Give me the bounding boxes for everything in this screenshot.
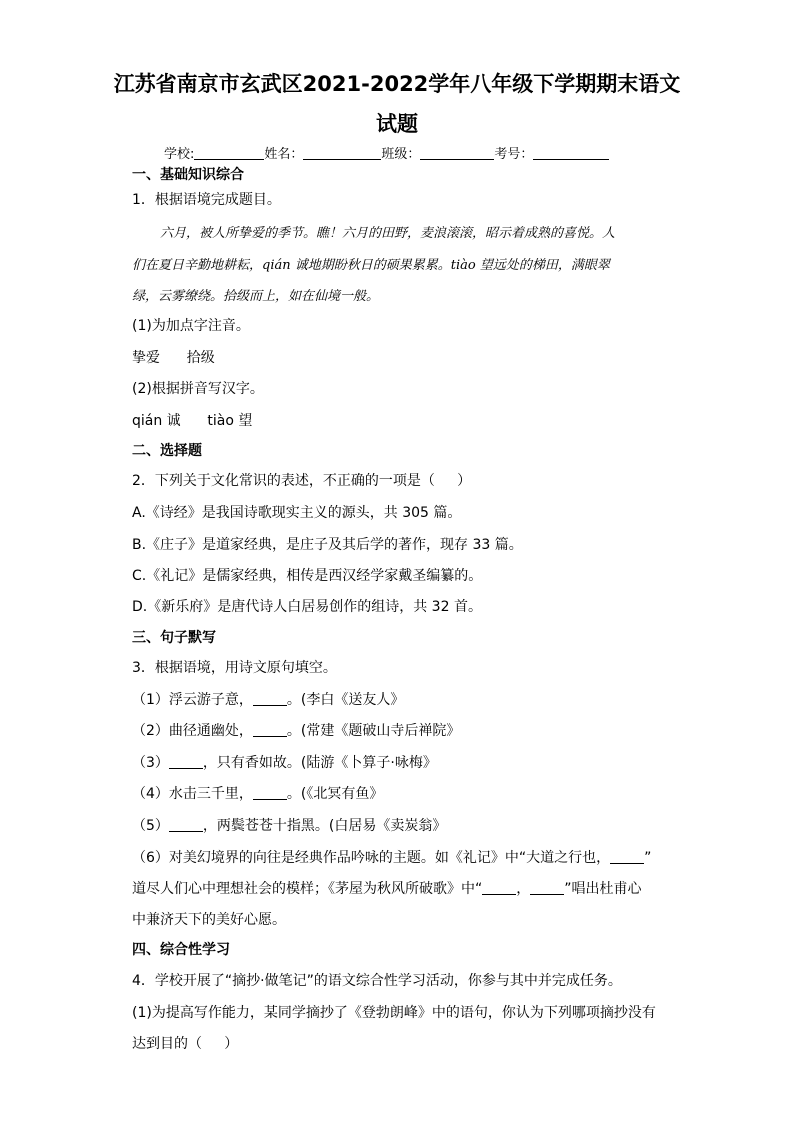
q2-option-d: D.《新乐府》是唐代诗人白居易创作的组诗，共 32 首。 [132,599,482,615]
q3-item6-line2 [132,879,642,899]
q3-item4 [132,784,383,804]
exam-no-blank[interactable] [533,145,609,160]
q1-passage-line1: 六月，被人所挚爱的季节。瞧！六月的田野，麦浪滚滚，昭示着成熟的喜悦。人 [160,226,616,241]
exam-no-label: 考号： [494,147,534,162]
q2-stem: 2．下列关于文化常识的表述，不正确的一项是（ ） [132,473,472,489]
q3-item6-text-d: ， [516,881,531,897]
q3-item2-text-a: （2）曲径通幽处， [132,723,253,739]
name-blank[interactable] [303,145,381,160]
q1-sub1: (1)为加点字注音。 [132,318,250,334]
section-heading-1: 一、基础知识综合 [132,167,244,183]
q3-item6-text-b: ” [644,850,652,866]
section-heading-3: 三、句子默写 [132,630,216,646]
q1-passage-line2: 们在夏日辛勤地耕耘，qián 诚地期盼秋日的硕果累累。tiào 望远处的梯田，满眼翠 [132,258,610,273]
q1-passage-line3: 绿，云雾缭绕。拾级而上，如在仙境一般。 [132,289,380,304]
q3-item2 [132,721,460,741]
q3-item1 [132,690,404,710]
q3-item3-blank[interactable] [169,754,203,769]
q3-item5-blank[interactable] [169,817,203,832]
q3-item3-text-b: ，只有香如故。(陆游《卜算子·咏梅》 [202,755,437,771]
q3-item6-blank3[interactable] [530,880,564,895]
school-label: 学校: [164,147,195,162]
class-label: 班级： [381,147,421,162]
q3-item6-line1 [132,848,651,868]
q2-option-b: B.《庄子》是道家经典，是庄子及其后学的著作，现存 33 篇。 [132,537,523,553]
q3-item6-blank2[interactable] [482,880,516,895]
q3-item3-text-a: （3） [132,755,169,771]
student-info-row [164,145,609,165]
q3-item4-text-a: （4）水击三千里， [132,786,253,802]
q4-sub1-line2: 达到目的（ ） [132,1036,239,1052]
q3-stem: 3．根据语境，用诗文原句填空。 [132,660,337,676]
q3-item5 [132,816,446,836]
q1-sub2: (2)根据拼音写汉字。 [132,381,264,397]
section-heading-4: 四、综合性学习 [132,942,230,958]
q3-item1-blank[interactable] [253,691,287,706]
q3-item2-text-b: 。(常建《题破山寺后禅院》 [286,723,461,739]
q3-item4-blank[interactable] [253,785,287,800]
q2-option-c: C.《礼记》是儒家经典，相传是西汉经学家戴圣编纂的。 [132,568,483,584]
q3-item2-blank[interactable] [253,722,287,737]
q4-sub1-line1: (1)为提高写作能力，某同学摘抄了《登勃朗峰》中的语句，你认为下列哪项摘抄没有 [132,1005,656,1021]
q2-option-a: A.《诗经》是我国诗歌现实主义的源头，共 305 篇。 [132,505,462,521]
q1-sub2-words: qián 诚 tiào 望 [132,413,253,429]
q3-item5-text-b: ，两鬓苍苍十指黑。(白居易《卖炭翁》 [202,818,447,834]
q3-item3 [132,753,437,773]
q3-item6-text-e: ”唱出杜甫心 [564,881,642,897]
q3-item5-text-a: （5） [132,818,169,834]
q1-stem: 1．根据语境完成题目。 [132,192,281,208]
name-label: 姓名： [264,147,304,162]
q4-stem: 4．学校开展了“摘抄·做笔记”的语文综合性学习活动，你参与其中并完成任务。 [132,973,622,989]
q3-item4-text-b: 。(《北冥有鱼》 [286,786,384,802]
school-blank[interactable] [194,145,264,160]
section-heading-2: 二、选择题 [132,443,202,459]
q3-item6-blank1[interactable] [610,849,644,864]
q1-sub1-words: 挚爱 拾级 [132,350,215,366]
exam-title-line1: 江苏省南京市玄武区2021-2022学年八年级下学期期末语文 [113,72,681,96]
class-blank[interactable] [420,145,494,160]
q3-item6-line3: 中兼济天下的美好心愿。 [132,912,286,928]
q3-item1-text-b: 。(李白《送友人》 [286,692,405,708]
q3-item6-text-a: （6）对美幻境界的向往是经典作品吟咏的主题。如《礼记》中“大道之行也， [132,850,611,866]
q3-item6-text-c: 道尽人们心中理想社会的模样；《茅屋为秋风所破歌》中“ [132,881,483,897]
q3-item1-text-a: （1）浮云游子意， [132,692,253,708]
exam-title-line2: 试题 [376,112,418,136]
